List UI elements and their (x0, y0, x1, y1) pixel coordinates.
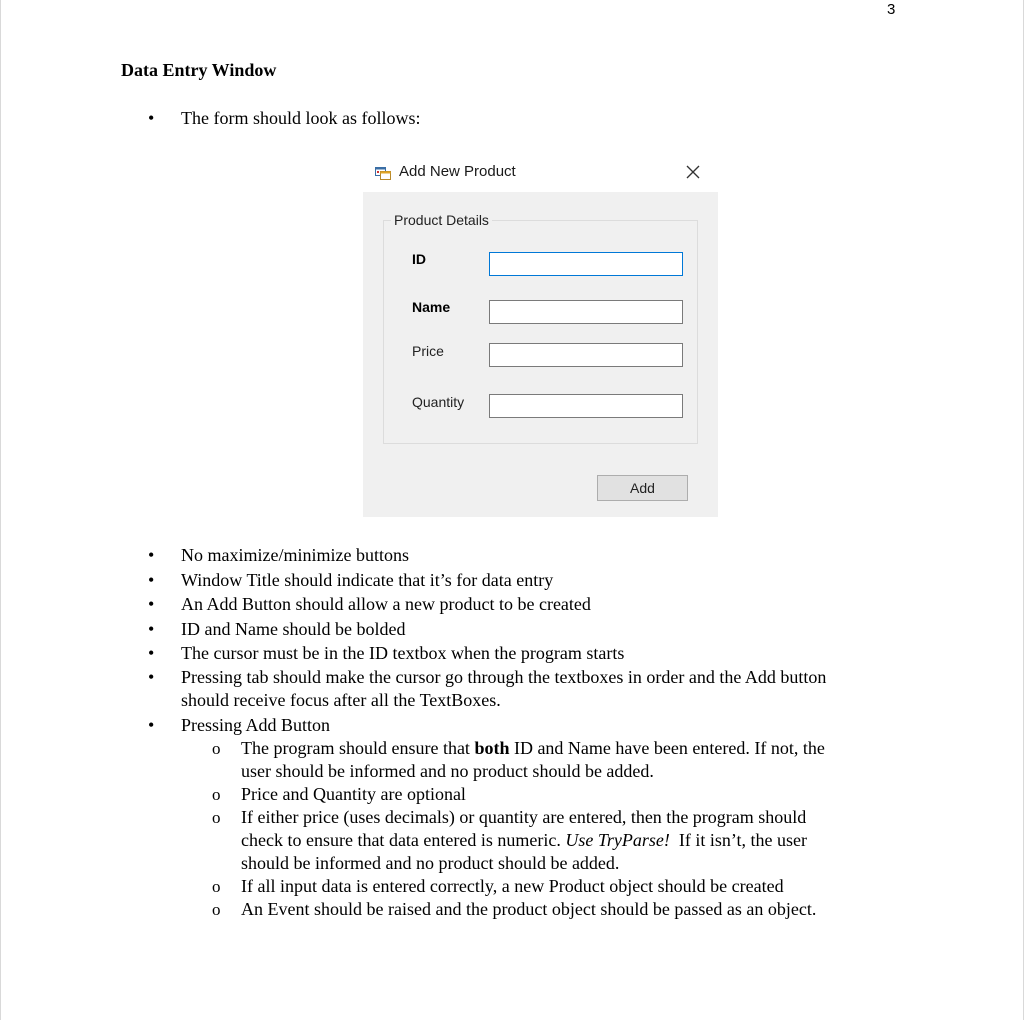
requirement-text: Pressing Add Button (181, 715, 331, 735)
quantity-textbox[interactable] (489, 394, 683, 418)
requirement-text: No maximize/minimize buttons (181, 545, 409, 565)
sub-requirement-text-continued: should be informed and no product should be added. (241, 853, 620, 873)
close-icon[interactable] (681, 160, 705, 184)
sub-requirement-part: If it isn’t, the user (669, 830, 808, 850)
dialog-titlebar (363, 152, 718, 192)
intro-bullet-text: The form should look as follows: (181, 108, 421, 128)
bullet-icon: • (148, 715, 155, 735)
requirement-text: An Add Button should allow a new product to be created (181, 594, 591, 614)
sub-bullet-icon: o (212, 785, 221, 804)
sub-requirement-text: An Event should be raised and the product object should be passed as an object. (241, 899, 817, 919)
requirement-text: Window Title should indicate that it’s for data entry (181, 570, 554, 590)
bullet-icon: • (148, 594, 155, 614)
section-heading: Data Entry Window (121, 60, 277, 80)
sub-requirement-text-continued (241, 829, 807, 852)
page-left-edge (0, 0, 1, 1020)
sub-requirement-italic: Use TryParse! (565, 830, 670, 850)
add-product-dialog (363, 152, 718, 517)
sub-requirement-part: The program should ensure that (241, 738, 475, 758)
sub-requirement-part: check to ensure that data entered is numeric. (241, 830, 566, 850)
quantity-label: Quantity (412, 394, 465, 410)
bullet-icon: • (148, 108, 155, 128)
sub-bullet-icon: o (212, 739, 221, 758)
sub-requirement-bold: both (474, 738, 510, 758)
id-label: ID (412, 251, 426, 267)
sub-bullet-icon: o (212, 877, 221, 896)
bullet-icon: • (148, 643, 155, 663)
dialog-title: Add New Product (399, 163, 516, 180)
sub-requirement-text-continued: user should be informed and no product should be added. (241, 761, 654, 781)
bullet-icon: • (148, 667, 155, 687)
bullet-icon: • (148, 545, 155, 565)
app-form-icon (375, 164, 391, 180)
sub-bullet-icon: o (212, 808, 221, 827)
sub-requirement-text: If either price (uses decimals) or quantity are entered, then the program should (241, 807, 807, 827)
requirement-text-continued: should receive focus after all the TextBoxes. (181, 690, 501, 710)
page-number: 3 (887, 1, 896, 18)
name-label: Name (412, 299, 451, 315)
id-textbox[interactable] (489, 252, 683, 276)
sub-requirement-part: ID and Name have been entered. If not, the (509, 738, 825, 758)
add-button[interactable]: Add (597, 475, 688, 501)
bullet-icon: • (148, 570, 155, 590)
bullet-icon: • (148, 619, 155, 639)
requirement-text: The cursor must be in the ID textbox when the program starts (181, 643, 625, 663)
requirement-text: ID and Name should be bolded (181, 619, 406, 639)
name-textbox[interactable] (489, 300, 683, 324)
price-label: Price (412, 343, 444, 359)
groupbox-title: Product Details (391, 212, 492, 228)
sub-requirement-text: If all input data is entered correctly, a new Product object should be created (241, 876, 784, 896)
sub-requirement-text (241, 737, 825, 760)
sub-bullet-icon: o (212, 900, 221, 919)
requirement-text: Pressing tab should make the cursor go through the textboxes in order and the Add button (181, 667, 827, 687)
price-textbox[interactable] (489, 343, 683, 367)
sub-requirement-text: Price and Quantity are optional (241, 784, 466, 804)
